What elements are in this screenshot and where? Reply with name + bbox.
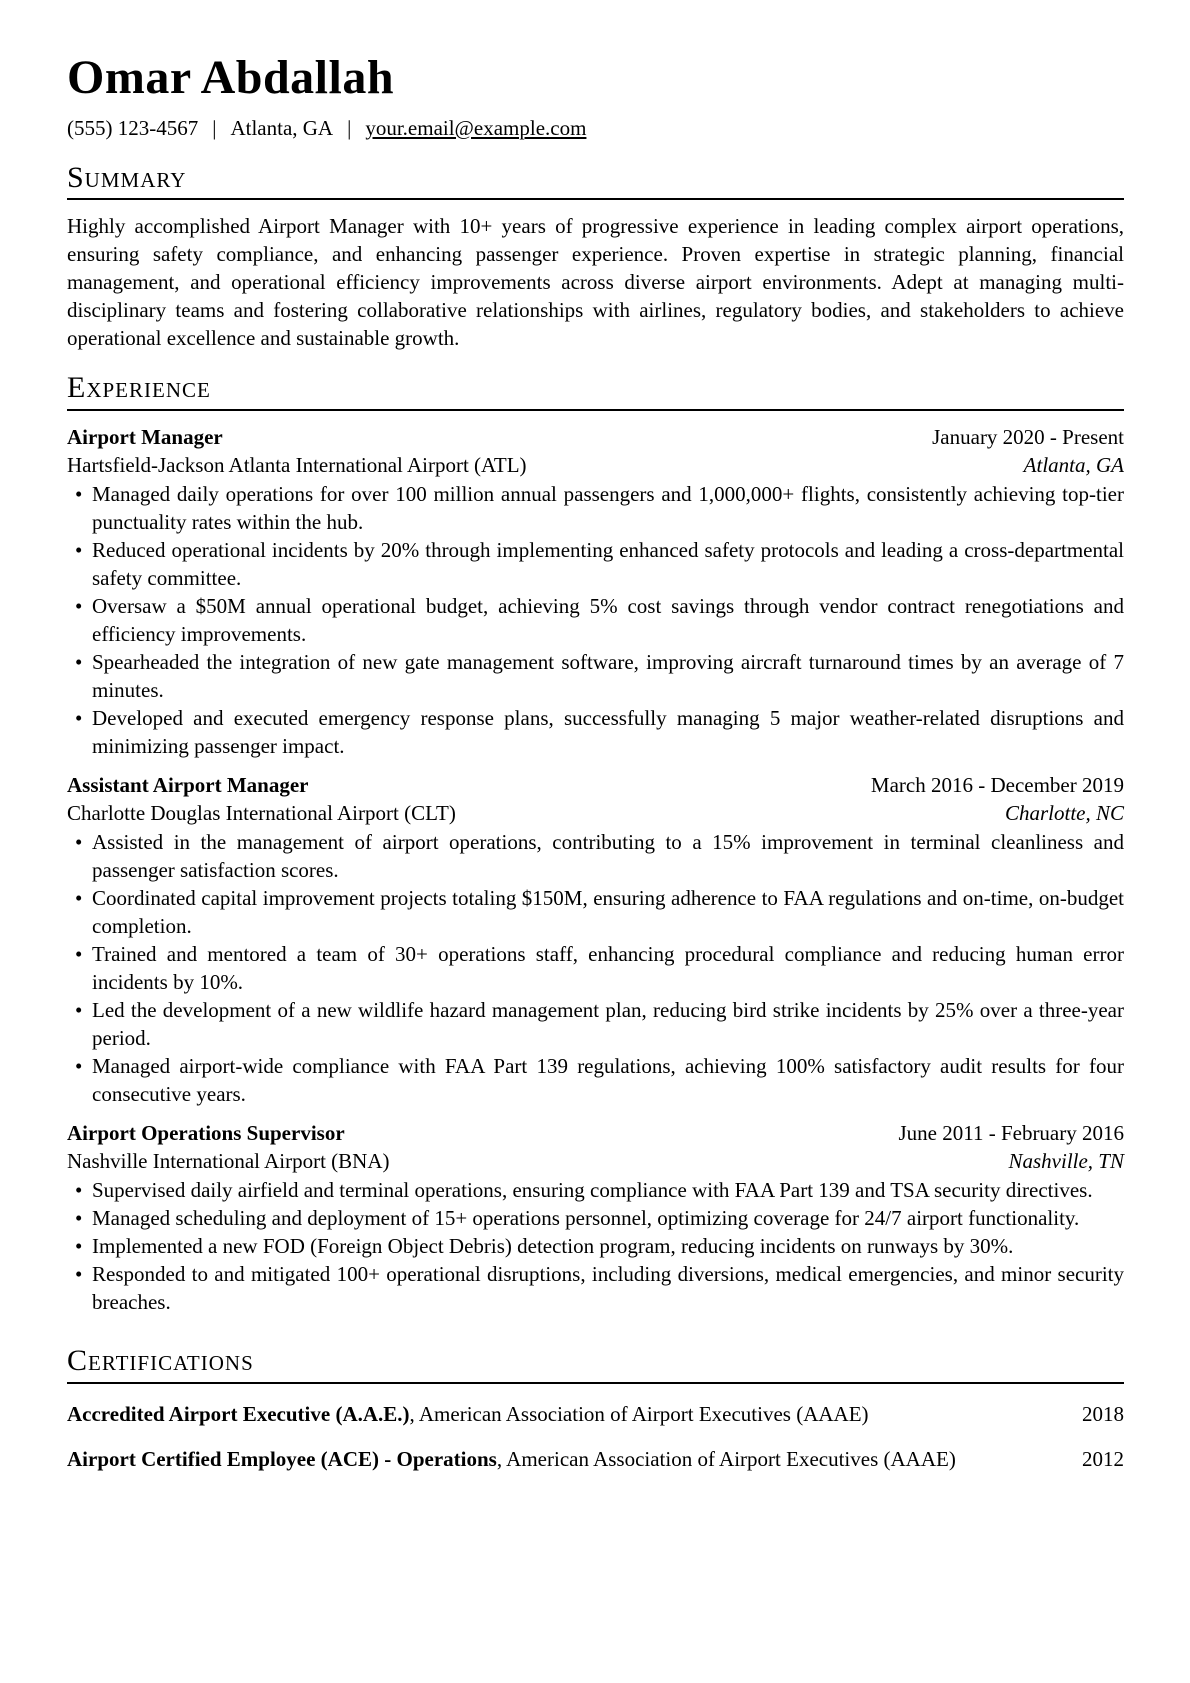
- job-bullet-list: [67, 1176, 1124, 1316]
- bullet-item: • Developed and executed emergency response plans, successfully managing 5 major weather-related disruptions and minimizing passenger impact.: [92, 704, 1124, 760]
- bullet-item: • Trained and mentored a team of 30+ operations staff, enhancing procedural compliance and reducing human error incidents by 10%.: [92, 940, 1124, 996]
- bullet-item: • Reduced operational incidents by 20% through implementing enhanced safety protocols and leading a cross-departmental safety committee.: [92, 536, 1124, 592]
- job-location: Atlanta, GA: [1023, 453, 1124, 478]
- certification-name: Accredited Airport Executive (A.A.E.): [67, 1401, 410, 1426]
- certification-text: [67, 1444, 1058, 1474]
- bullet-item: • Coordinated capital improvement projects totaling $150M, ensuring adherence to FAA regulations and on-time, on-budget completion.: [92, 884, 1124, 940]
- bullet-item: • Supervised daily airfield and terminal operations, ensuring compliance with FAA Part 139 and TSA security directives.: [92, 1176, 1124, 1204]
- bullet-item: • Assisted in the management of airport operations, contributing to a 15% improvement in terminal cleanliness and passenger satisfaction scores.: [92, 828, 1124, 884]
- summary-text: Highly accomplished Airport Manager with 10+ years of progressive experience in leading complex airport operations, ensuring safety compliance, and enhancing passenger experience. Proven expertise in strategic planning, financial management, and operational efficiency improvements across diverse airport environments. Adept at managing multi-disciplinary teams and fostering collaborative relationships with airlines, regulatory bodies, and stakeholders to achieve operational excellence and sustainable growth.: [67, 214, 1124, 351]
- job-entry: [67, 771, 1124, 1108]
- certification-entry: [67, 1444, 1124, 1474]
- job-employer: Charlotte Douglas International Airport (CLT): [67, 801, 456, 826]
- certification-text: [67, 1399, 1058, 1429]
- separator-pipe: |: [347, 115, 352, 140]
- phone-number: (555) 123-4567: [67, 115, 199, 140]
- job-title: Airport Manager: [67, 425, 223, 450]
- certifications-section: [67, 1344, 1124, 1474]
- job-bullet-list: [67, 480, 1124, 760]
- certification-org: , American Association of Airport Executives (AAAE): [409, 1401, 869, 1426]
- job-dates: January 2020 - Present: [932, 425, 1124, 450]
- job-title-row: [67, 771, 1124, 799]
- bullet-item: • Managed scheduling and deployment of 15+ operations personnel, optimizing coverage for 24/7 airport functionality.: [92, 1204, 1124, 1232]
- location-text: Atlanta, GA: [230, 115, 334, 140]
- section-divider: [67, 198, 1124, 200]
- job-title-row: [67, 423, 1124, 451]
- job-entry: [67, 1119, 1124, 1316]
- summary-heading: Summary: [67, 160, 187, 194]
- job-title-row: [67, 1119, 1124, 1147]
- certification-org: , American Association of Airport Executives (AAAE): [496, 1446, 956, 1471]
- job-employer: Hartsfield-Jackson Atlanta International Airport (ATL): [67, 453, 527, 478]
- summary-section: [67, 161, 1124, 353]
- bullet-item: • Spearheaded the integration of new gate management software, improving aircraft turnaround times by an average of 7 minutes.: [92, 648, 1124, 704]
- experience-section: [67, 371, 1124, 1316]
- job-location: Nashville, TN: [1008, 1149, 1124, 1174]
- job-title: Assistant Airport Manager: [67, 773, 309, 798]
- section-divider: [67, 409, 1124, 411]
- section-divider: [67, 1382, 1124, 1384]
- certification-year: 2018: [1082, 1401, 1124, 1426]
- certification-name: Airport Certified Employee (ACE) - Operations: [67, 1446, 497, 1471]
- job-title: Airport Operations Supervisor: [67, 1121, 345, 1146]
- certifications-heading: Certifications: [67, 1344, 254, 1378]
- bullet-item: • Responded to and mitigated 100+ operational disruptions, including diversions, medical emergencies, and minor security breaches.: [92, 1260, 1124, 1316]
- job-employer-row: [67, 1147, 1124, 1175]
- bullet-item: • Led the development of a new wildlife hazard management plan, reducing bird strike incidents by 25% over a three-year period.: [92, 996, 1124, 1052]
- certification-entry: [67, 1399, 1124, 1429]
- job-location: Charlotte, NC: [1004, 801, 1124, 826]
- job-employer-row: [67, 451, 1124, 479]
- bullet-item: • Implemented a new FOD (Foreign Object Debris) detection program, reducing incidents on runways by 30%.: [92, 1232, 1124, 1260]
- job-employer-row: [67, 799, 1124, 827]
- job-employer: Nashville International Airport (BNA): [67, 1149, 390, 1174]
- certification-year: 2012: [1082, 1446, 1124, 1471]
- job-entry: [67, 423, 1124, 760]
- job-dates: June 2011 - February 2016: [898, 1121, 1124, 1146]
- email-link[interactable]: your.email@example.com: [365, 115, 587, 140]
- bullet-item: • Managed daily operations for over 100 million annual passengers and 1,000,000+ flights, consistently achieving top-tier punctuality rates within the hub.: [92, 480, 1124, 536]
- contact-line: [67, 114, 1124, 142]
- bullet-item: • Managed airport-wide compliance with FAA Part 139 regulations, achieving 100% satisfactory audit results for four consecutive years.: [92, 1052, 1124, 1108]
- separator-pipe: |: [212, 115, 217, 140]
- job-bullet-list: [67, 828, 1124, 1108]
- experience-heading: Experience: [67, 371, 211, 405]
- person-name: Omar Abdallah: [67, 51, 395, 104]
- job-dates: March 2016 - December 2019: [870, 773, 1124, 798]
- bullet-item: • Oversaw a $50M annual operational budget, achieving 5% cost savings through vendor contract renegotiations and efficiency improvements.: [92, 592, 1124, 648]
